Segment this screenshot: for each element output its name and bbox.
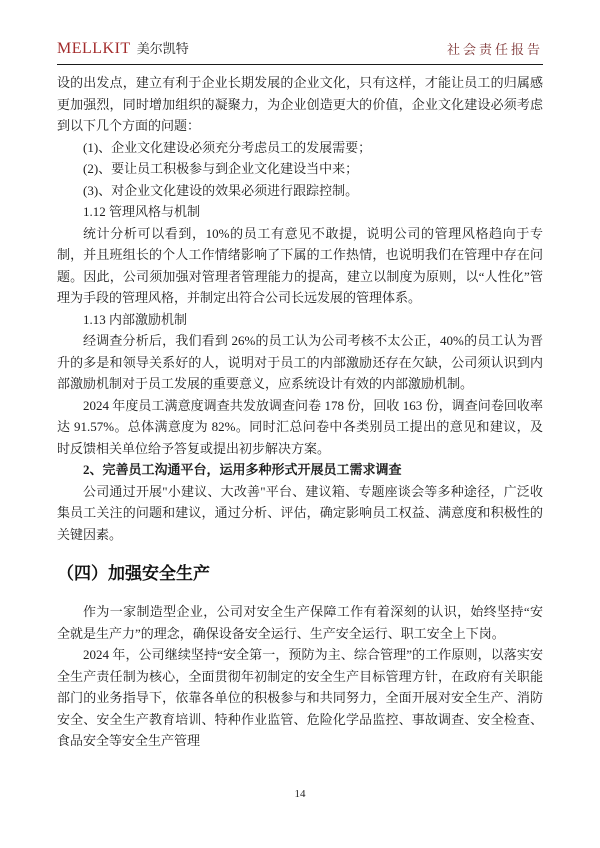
list-item: (2)、要让员工积极参与到企业文化建设当中来；: [83, 161, 359, 176]
report-title: 社会责任报告: [446, 42, 543, 57]
subsection-label: 1.12 管理风格与机制: [83, 204, 201, 219]
company-brand: [57, 38, 189, 58]
subsection-label: 1.13 内部激励机制: [83, 311, 188, 327]
paragraph: 设的出发点，建立有利于企业长期发展的企业文化，只有这样，才能让员工的归属感更加强烈，同时增加组织的凝聚力，为企业创造更大的价值，企业文化建设必须考虑到以下几个方面的问题：: [57, 75, 543, 133]
paragraph: 经调查分析后，我们看到 26%的员工认为公司考核不太公正，40%的员工认为晋升的多是和领导关系好的人，说明对于员工的内部激励还存在欠缺，公司须认识到内部激励机制对于员工发展的重要意义，应系统设计有效的内部激励机制。: [57, 333, 543, 391]
list-item: (1)、企业文化建设必须充分考虑员工的发展需要；: [83, 139, 372, 155]
paragraph: 公司通过开展"小建议、大改善"平台、建议箱、专题座谈会等多种途径，广泛收集员工关注的问题和建议，通过分析、评估，确定影响员工权益、满意度和积极性的关键因素。: [57, 483, 543, 542]
page-number: 14: [294, 788, 306, 800]
list-item: (3)、对企业文化建设的效果必须进行跟踪控制。: [83, 182, 359, 198]
paragraph: 作为一家制造型企业，公司对安全生产保障工作有着深刻的认识，始终坚持“安全就是生产力”的理念，确保设备安全运行、生产安全运行、职工安全上下岗。: [57, 604, 543, 641]
section-heading: （四）加强安全生产: [57, 564, 210, 583]
brand-chinese-name: 美尔凯特: [136, 41, 189, 56]
paragraph: 2024 年，公司继续坚持“安全第一，预防为主、综合管理”的工作原则，以落实安全生产责任制为核心，全面贯彻年初制定的安全生产目标管理方针，在政府有关职能部门的业务指导下，依靠各单位的积极参与和共同努力，全面开展对安全生产、消防安全、安全生产教育培训、特种作业监管、危险化学品监控、事故调查、安全检查、食品安全等安全生产管理: [57, 647, 543, 748]
brand-logo-text: MELLKIT: [57, 40, 131, 57]
bold-subheading: 2、完善员工沟通平台，运用多种形式开展员工需求调查: [83, 462, 402, 477]
paragraph: 统计分析可以看到，10%的员工有意见不敢提，说明公司的管理风格趋向于专制，并且班组长的个人工作情绪影响了下属的工作热情，也说明我们在管理中存在问题。因此，公司须加强对管理者管理能力的提高，建立以制度为原则，以“人性化”管理为手段的管理风格，并制定出符合公司长远发展的管理体系。: [57, 225, 543, 305]
paragraph: 2024 年度员工满意度调查共发放调查问卷 178 份，回收 163 份，调查问卷回收率达 91.57%。总体满意度为 82%。同时汇总问卷中各类别员工提出的意见和建议，及时反馈相关单位给予答复或提出初步解决方案。: [57, 397, 543, 456]
page-header: [57, 38, 543, 65]
document-body: [57, 72, 543, 752]
